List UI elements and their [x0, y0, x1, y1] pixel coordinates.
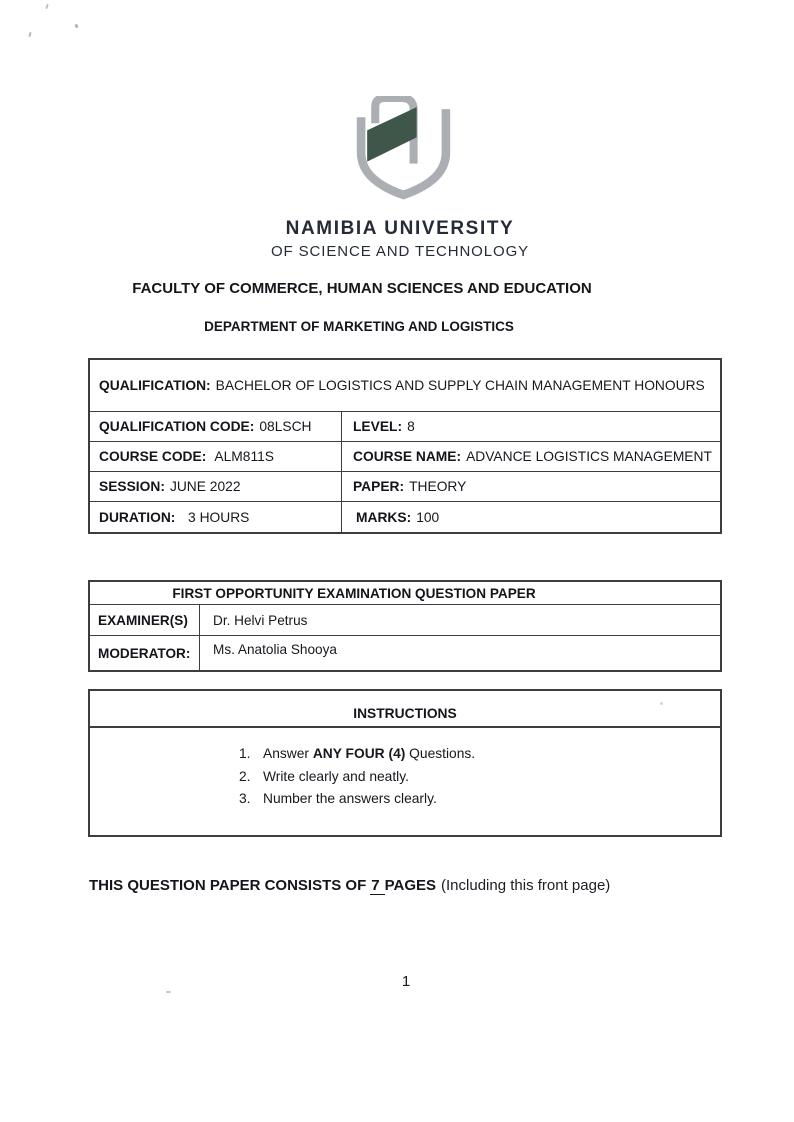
course-name-cell — [342, 442, 720, 471]
table-row — [90, 502, 720, 532]
instructions-box — [88, 689, 722, 837]
cell-label: QUALIFICATION CODE: — [99, 419, 255, 434]
item-text — [263, 766, 409, 789]
cell-value: ALM811S — [211, 449, 274, 464]
marks-cell — [342, 502, 720, 532]
exam-paper-title: FIRST OPPORTUNITY EXAMINATION QUESTION PAPER — [90, 582, 720, 605]
item-text-pre: Answer — [263, 746, 313, 761]
course-code-cell — [90, 442, 342, 471]
cell-label: SESSION: — [99, 479, 165, 494]
moderator-row — [90, 636, 720, 670]
level-cell — [342, 412, 720, 441]
cell-value: 100 — [416, 509, 440, 525]
cell-value: 3 HOURS — [180, 509, 250, 525]
examiner-label: EXAMINER(S) — [90, 605, 200, 635]
paper-cell — [342, 472, 720, 501]
page-number: 1 — [401, 973, 411, 990]
cell-label: COURSE NAME: — [353, 449, 462, 464]
table-row — [90, 472, 720, 502]
item-text — [263, 788, 437, 811]
cell-label: PAPER: — [353, 479, 405, 494]
item-number: 2. — [239, 768, 251, 784]
table-row — [90, 442, 720, 472]
item-text-bold: ANY FOUR (4) — [312, 746, 406, 761]
instructions-title: INSTRUCTIONS — [90, 691, 720, 728]
instruction-item — [239, 743, 720, 766]
scan-speck — [45, 4, 49, 9]
instruction-item — [239, 788, 720, 811]
cell-value: 8 — [407, 419, 415, 434]
item-text — [263, 743, 475, 766]
item-text-post: Questions. — [405, 746, 476, 761]
scan-speck — [74, 24, 78, 29]
cell-value: 08LSCH — [259, 419, 312, 434]
cell-value: THEORY — [409, 479, 467, 494]
instructions-list — [239, 743, 720, 811]
qualification-code-cell — [90, 412, 342, 441]
instruction-item — [239, 766, 720, 789]
moderator-value: Ms. Anatolia Shooya — [213, 642, 337, 657]
cell-label: MARKS: — [356, 509, 412, 525]
moderator-label: MODERATOR: — [90, 636, 200, 670]
qualification-value: BACHELOR OF LOGISTICS AND SUPPLY CHAIN MANAGEMENT HONOURS — [215, 378, 705, 393]
cell-label: COURSE CODE: — [99, 449, 207, 464]
duration-cell — [90, 502, 342, 532]
examiner-value: Dr. Helvi Petrus — [213, 612, 308, 628]
department-heading: DEPARTMENT OF MARKETING AND LOGISTICS — [204, 319, 514, 334]
page-count-note: (Including this front page) — [441, 877, 611, 894]
item-number: 1. — [239, 746, 251, 761]
qualification-row — [90, 360, 720, 412]
cell-label: LEVEL: — [353, 419, 403, 434]
page-count-number: 7 — [370, 877, 384, 895]
item-text-pre: Number the answers clearly. — [263, 791, 437, 806]
university-logo — [353, 96, 454, 200]
cell-value: ADVANCE LOGISTICS MANAGEMENT — [466, 449, 712, 464]
course-info-table — [88, 358, 722, 534]
item-text-pre: Write clearly and neatly. — [263, 768, 409, 784]
cell-value: JUNE 2022 — [169, 479, 241, 494]
scan-speck — [28, 32, 31, 37]
examiner-row — [90, 605, 720, 636]
faculty-heading: FACULTY OF COMMERCE, HUMAN SCIENCES AND EDUCATION — [132, 280, 592, 297]
table-row — [90, 412, 720, 442]
page-count-statement — [89, 877, 610, 894]
cell-label: DURATION: — [99, 509, 176, 525]
university-subtitle: OF SCIENCE AND TECHNOLOGY — [270, 243, 530, 260]
page-count-lead: THIS QUESTION PAPER CONSISTS OF — [89, 877, 367, 894]
session-cell — [90, 472, 342, 501]
page-count-tail: PAGES — [384, 877, 437, 894]
qualification-label: QUALIFICATION: — [99, 378, 211, 393]
university-name: NAMIBIA UNIVERSITY — [285, 218, 515, 239]
exam-paper-table — [88, 580, 722, 672]
item-number: 3. — [239, 791, 251, 806]
scan-speck — [166, 991, 171, 993]
